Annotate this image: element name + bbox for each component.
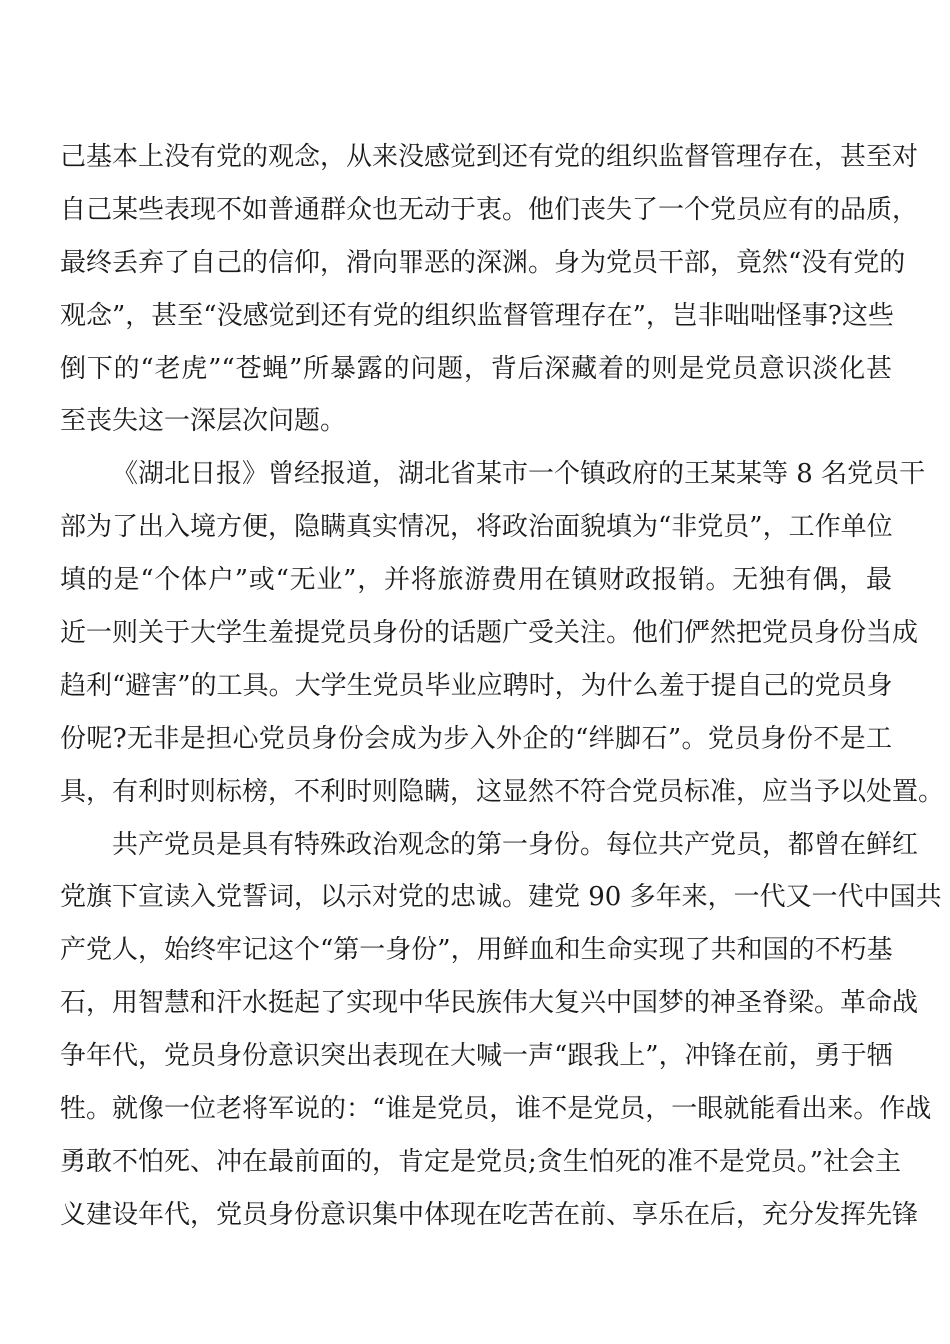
paragraph-2-line-4: 近一则关于大学生羞提党员身份的话题广受关注。他们俨然把党员身份当成 [60,618,919,649]
paragraph-1-line-4: 观念”，甚至“没感觉到还有党的组织监督管理存在”，岂非咄咄怪事?这些 [60,300,894,331]
paragraph-1-line-1: 己基本上没有党的观念，从来没感觉到还有党的组织监督管理存在，甚至对 [60,142,919,172]
body-text [60,131,945,1242]
paragraph-2-line-7: 具，有利时则标榜，不利时则隐瞒，这显然不符合党员标准，应当予以处置。 [60,776,945,807]
paragraph-3-line-5: 争年代，党员身份意识突出表现在大喊一声“跟我上”，冲锋在前，勇于牺 [60,1041,893,1072]
paragraph-2-line-6: 份呢?无非是担心党员身份会成为步入外企的“绊脚石”。党员身份不是工 [60,723,892,754]
paragraph-3-line-8: 义建设年代，党员身份意识集中体现在吃苦在前、享乐在后，充分发挥先锋 [60,1199,919,1230]
paragraph-1-line-5: 倒下的“老虎”“苍蝇”所暴露的问题，背后深藏着的则是党员意识淡化甚 [60,353,892,384]
paragraph-2-line-2: 部为了出入境方便，隐瞒真实情况，将政治面貌填为“非党员”，工作单位 [60,512,893,543]
paragraph-2-line-1: 《湖北日报》曾经报道，湖北省某市一个镇政府的王某某等 8 名党员干 [112,459,926,490]
paragraph-3-line-2: 党旗下宣读入党誓词，以示对党的忠诚。建党 90 多年来，一代又一代中国共 [60,882,942,913]
paragraph-1-line-3: 最终丢弃了自己的信仰，滑向罪恶的深渊。身为党员干部，竟然“没有党的 [60,247,906,278]
paragraph-3-line-4: 石，用智慧和汗水挺起了实现中华民族伟大复兴中国梦的神圣脊梁。革命战 [60,988,919,1019]
paragraph-3-line-7: 勇敢不怕死、冲在最前面的，肯定是党员;贪生怕死的准不是党员。”社会主 [60,1146,902,1177]
paragraph-1-line-6: 至丧失这一深层次问题。 [60,406,347,437]
paragraph-1-line-2: 自己某些表现不如普通群众也无动于衷。他们丧失了一个党员应有的品质， [60,194,919,225]
paragraph-2-line-3: 填的是“个体户”或“无业”，并将旅游费用在镇财政报销。无独有偶，最 [60,565,892,596]
paragraph-3-line-3: 产党人，始终牢记这个“第一身份”，用鲜血和生命实现了共和国的不朽基 [60,935,893,966]
paragraph-2-line-5: 趋利“避害”的工具。大学生党员毕业应聘时，为什么羞于提自己的党员身 [60,670,893,701]
paragraph-3-line-1: 共产党员是具有特殊政治观念的第一身份。每位共产党员，都曾在鲜红 [112,829,919,860]
paragraph-3-line-6: 牲。就像一位老将军说的：“谁是党员，谁不是党员，一眼就能看出来。作战 [60,1094,932,1125]
